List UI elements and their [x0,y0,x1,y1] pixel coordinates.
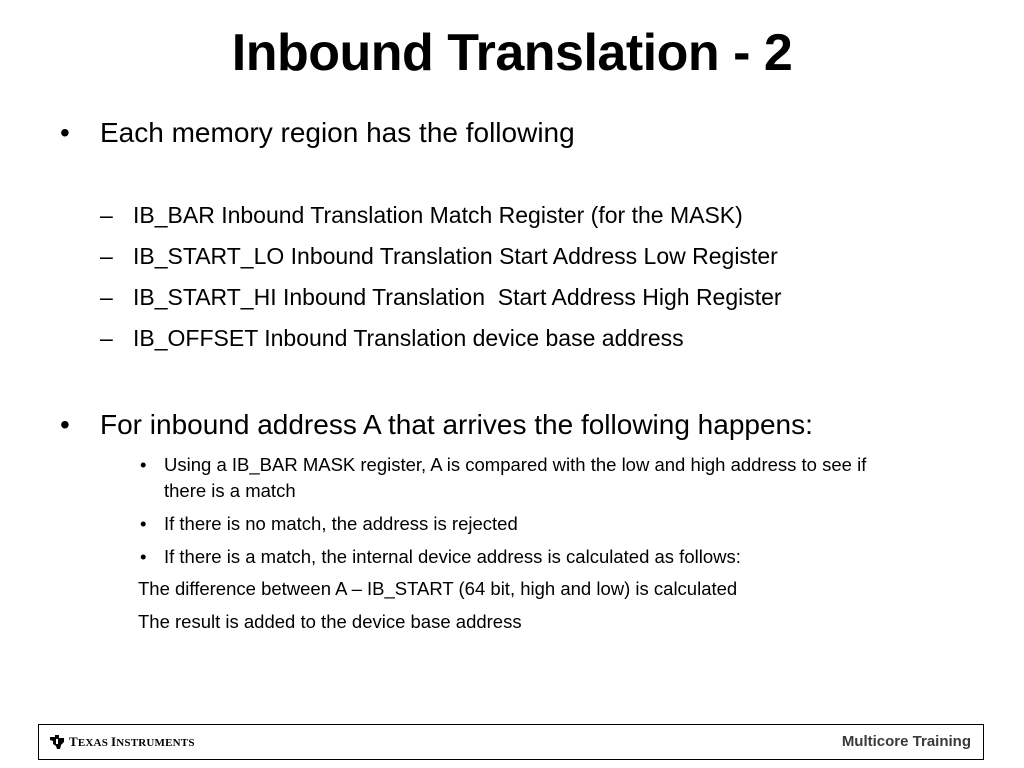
sub-bullet-marker: – [100,325,113,351]
footer-label: Multicore Training [841,733,971,750]
bullet-marker: • [60,409,70,440]
sub-bullet-text: IB_START_LO Inbound Translation Start Address Low Register [133,243,778,269]
small-bullet-text: Using a IB_BAR MASK register, A is compared with the low and high address to see if [164,454,867,475]
small-bullet-text-continued: there is a match [164,480,296,501]
small-bullet-marker: • [140,513,147,534]
sub-bullet-marker: – [100,284,113,310]
texas-instruments-logo-icon [49,734,65,750]
sub-bullet-text: IB_OFFSET Inbound Translation device base address [133,325,684,351]
plain-text-line: The result is added to the device base address [138,611,522,632]
bullet-text: For inbound address A that arrives the following happens: [100,409,813,440]
slide-footer [38,724,984,760]
bullet-marker: • [60,117,70,148]
plain-text-line: The difference between A – IB_START (64 bit, high and low) is calculated [138,578,738,599]
sub-bullet-marker: – [100,243,113,269]
slide-title: Inbound Translation - 2 [231,24,793,82]
small-bullet-marker: • [140,546,147,567]
sub-bullet-text: IB_BAR Inbound Translation Match Register (for the MASK) [133,202,743,228]
small-bullet-text: If there is no match, the address is rejected [164,513,518,534]
bullet-text: Each memory region has the following [100,117,575,148]
sub-bullet-text: IB_START_HI Inbound Translation Start Address High Register [133,284,782,310]
small-bullet-text: If there is a match, the internal device address is calculated as follows: [164,546,741,567]
small-bullet-marker: • [140,454,147,475]
sub-bullet-marker: – [100,202,113,228]
company-wordmark: TEXAS INSTRUMENTS [69,734,195,749]
